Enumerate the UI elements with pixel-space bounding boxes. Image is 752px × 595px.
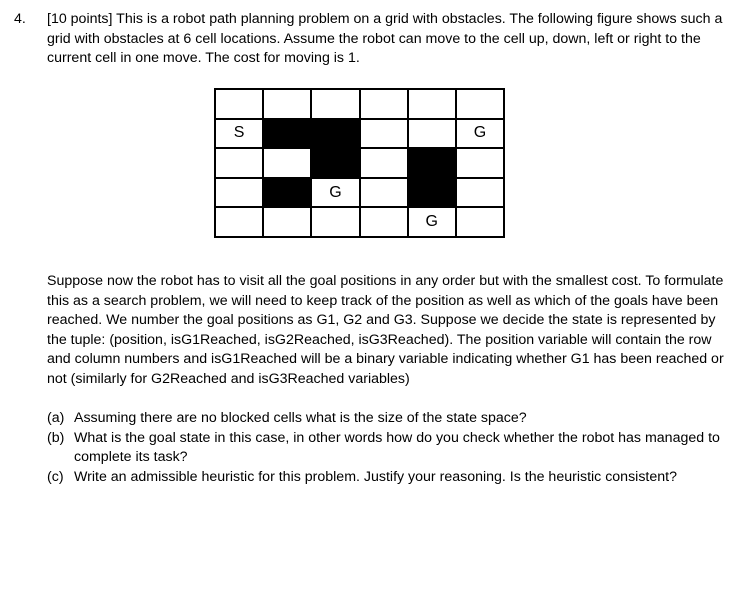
subquestion-list <box>47 409 737 487</box>
obstacle-cell <box>263 119 311 149</box>
grid-cell <box>360 178 408 208</box>
grid-cell <box>360 207 408 237</box>
subquestion-label: (c) <box>47 468 64 485</box>
question-number: 4. <box>14 11 26 27</box>
obstacle-cell <box>408 148 456 178</box>
subquestion-item <box>47 429 737 468</box>
obstacle-cell <box>263 178 311 208</box>
grid-cell <box>263 207 311 237</box>
grid-cell <box>263 89 311 119</box>
grid-cell <box>215 178 263 208</box>
grid-cell <box>456 89 504 119</box>
grid-cell <box>456 148 504 178</box>
subquestion-item <box>47 468 737 488</box>
grid-cell <box>311 207 359 237</box>
grid-cell <box>456 207 504 237</box>
grid-cell <box>360 148 408 178</box>
subquestion-text: Write an admissible heuristic for this problem. Justify your reasoning. Is the heuristic consistent? <box>74 468 677 485</box>
goal-cell: G <box>408 207 456 237</box>
grid-cell <box>456 178 504 208</box>
grid-cell <box>215 89 263 119</box>
grid-cell <box>215 148 263 178</box>
obstacle-cell <box>311 119 359 149</box>
grid-cell <box>360 89 408 119</box>
grid-cell <box>215 207 263 237</box>
grid-cell <box>360 119 408 149</box>
subquestion-label: (b) <box>47 429 65 446</box>
subquestion-text: Assuming there are no blocked cells what is the size of the state space? <box>74 410 527 426</box>
grid-cell <box>263 148 311 178</box>
start-cell: S <box>215 119 263 149</box>
grid-cell <box>311 89 359 119</box>
grid-cell <box>408 119 456 149</box>
grid-cell <box>408 89 456 119</box>
subquestion-label: (a) <box>47 410 65 426</box>
obstacle-cell <box>408 178 456 208</box>
obstacle-grid <box>214 88 505 238</box>
subquestion-item <box>47 409 737 429</box>
problem-paragraph: Suppose now the robot has to visit all the goal positions in any order but with the smallest cost. To formulate this as a search problem, we will need to keep track of the position as well as which of the goals have been reached. We number the goal positions as G1, G2 and G3. Suppose we decide the state is represented by the tuple: (position, isG1Reached, isG2Reached, isG3Reached). The position variable will contain the row and column numbers and isG1Reached will be a binary variable indicating whether G1 has been reached or not (similarly for G2Reached and isG3Reached variables) <box>47 273 724 387</box>
goal-cell: G <box>311 178 359 208</box>
subquestion-text: What is the goal state in this case, in other words how do you check whether the robot has managed to complete its task? <box>74 429 720 466</box>
question-text: [10 points] This is a robot path planning problem on a grid with obstacles. The following figure shows such a grid with obstacles at 6 cell locations. Assume the robot can move to the cell up, down, left or right to the current cell in one move. The cost for moving is 1. <box>47 11 723 67</box>
goal-cell: G <box>456 119 504 149</box>
obstacle-cell <box>311 148 359 178</box>
